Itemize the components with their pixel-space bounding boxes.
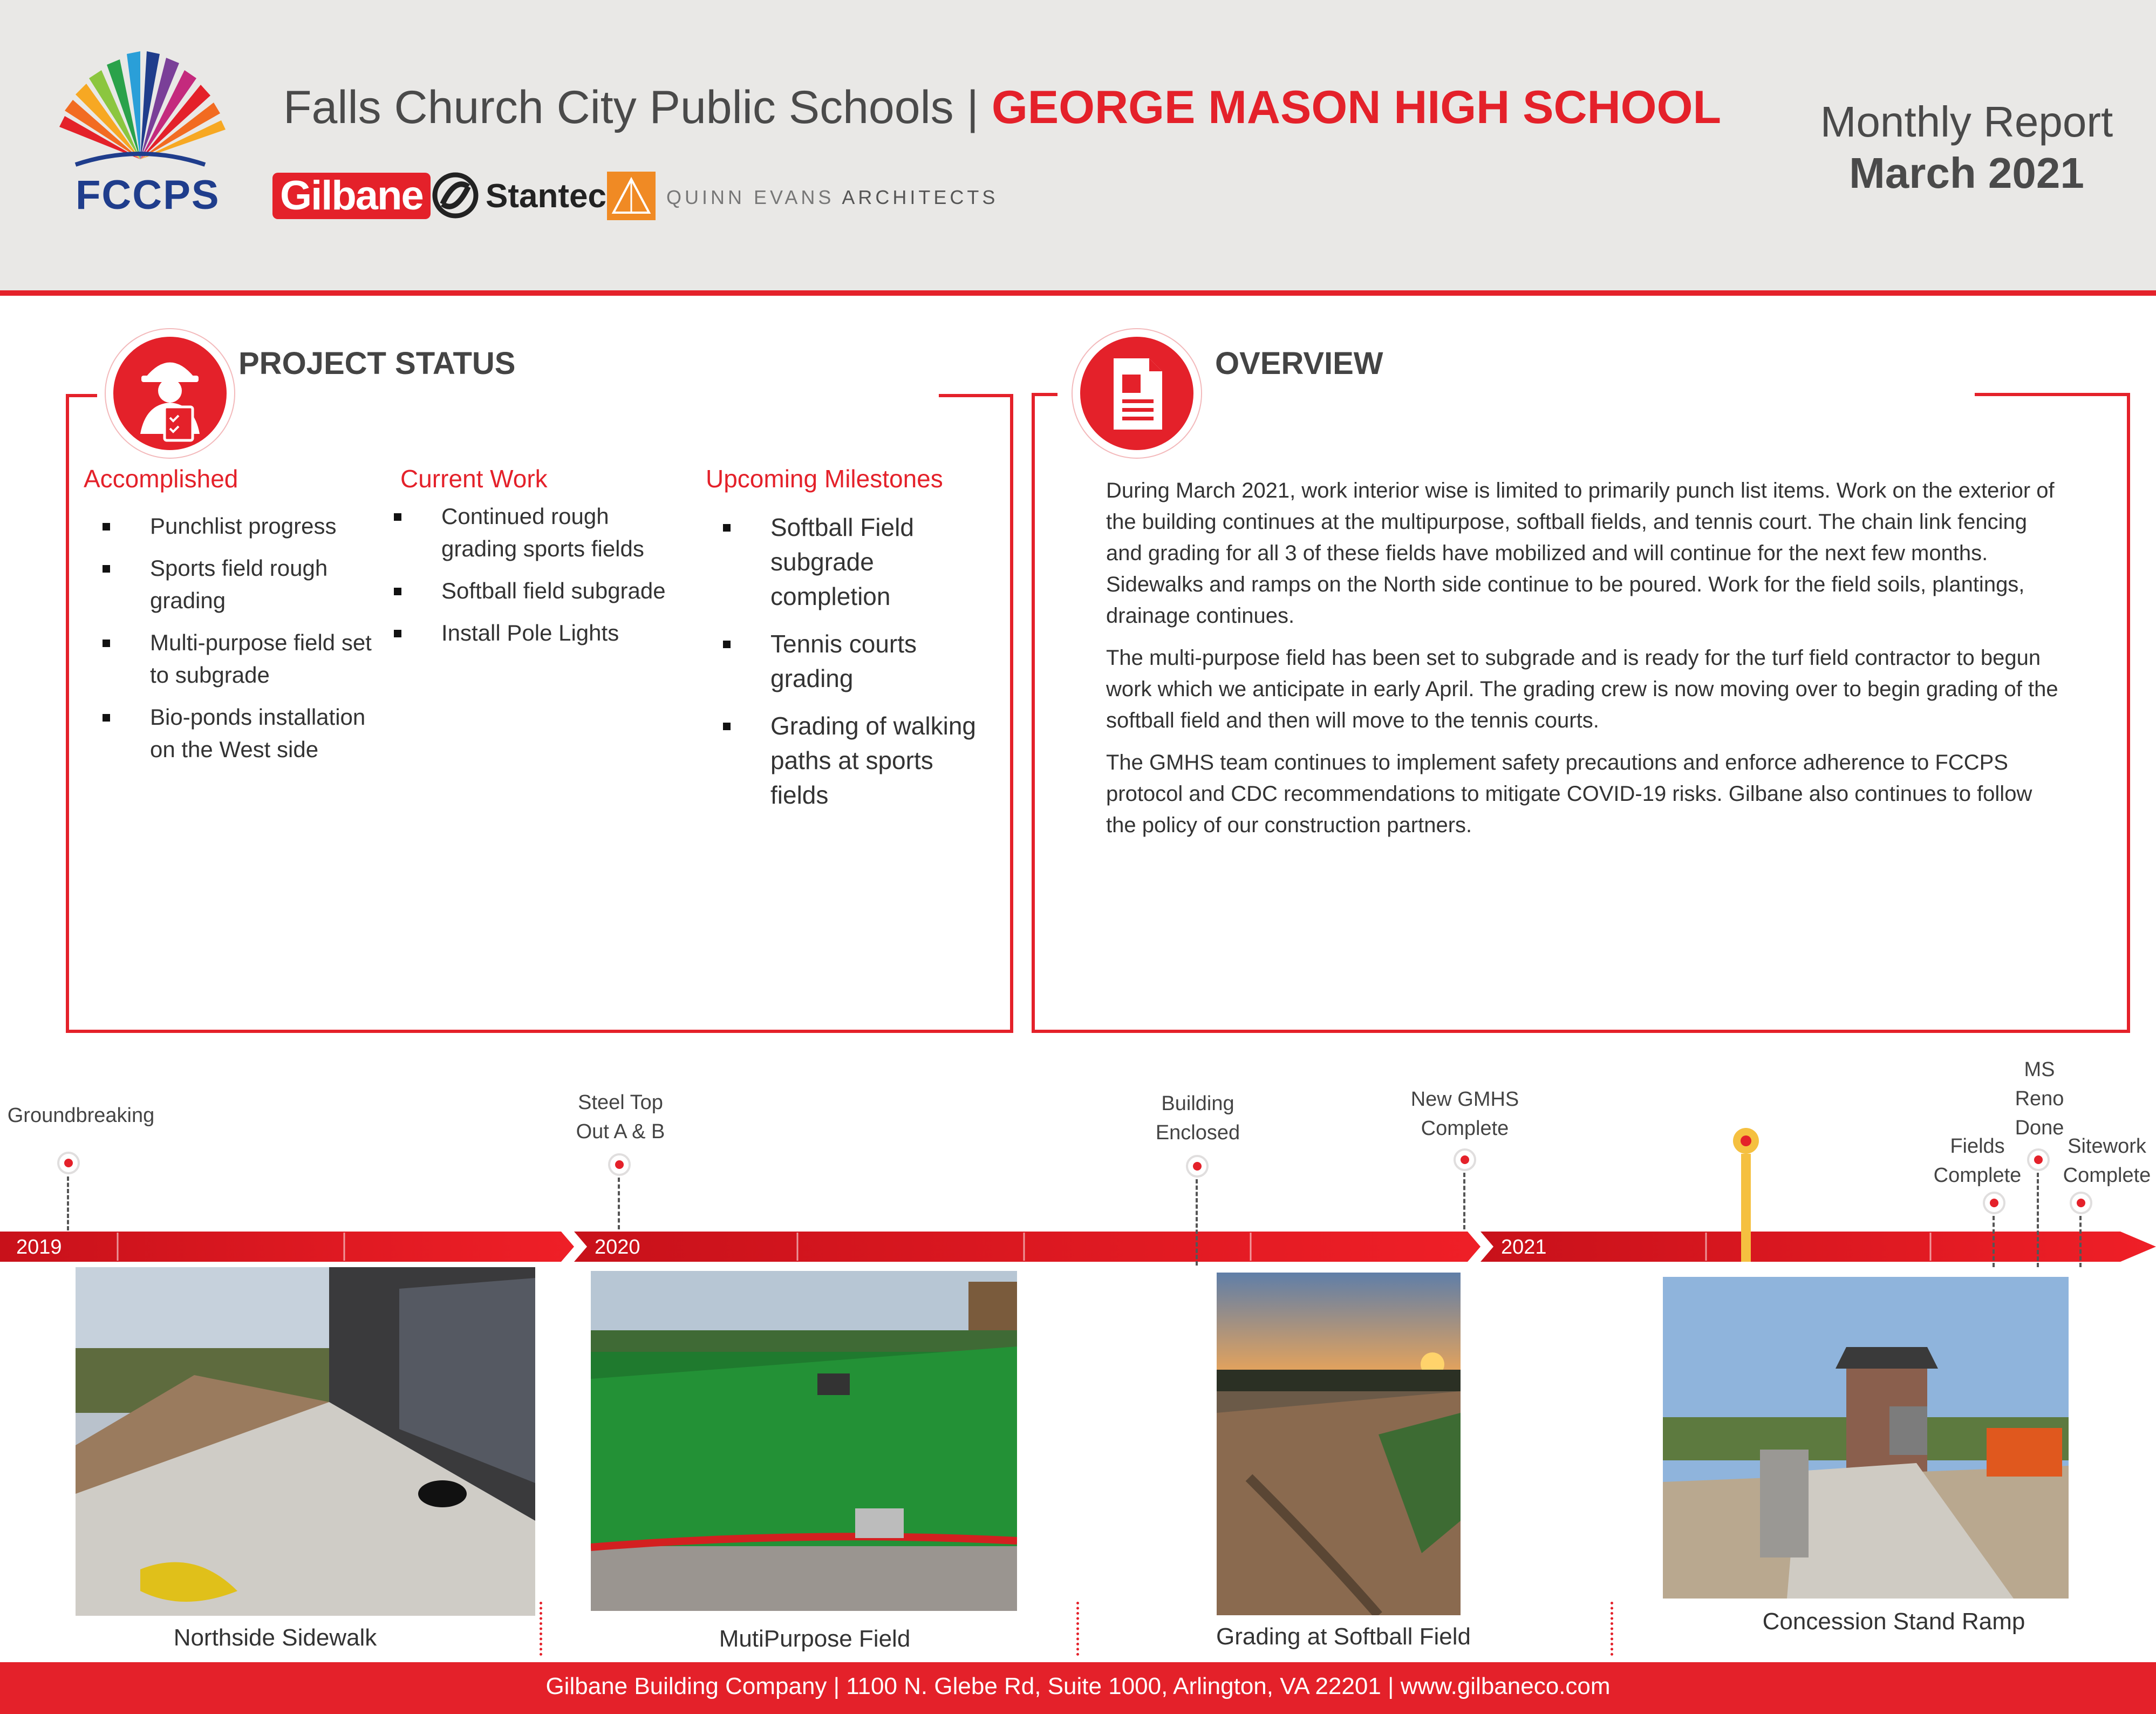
milestone-connector (1993, 1216, 1995, 1267)
report-label: Monthly Report (1820, 98, 2113, 146)
photo-separator (540, 1602, 542, 1656)
photo-caption: Grading at Softball Field (1216, 1623, 1471, 1650)
list-item: Softball field subgrade (394, 575, 674, 607)
milestone-connector (618, 1178, 620, 1229)
district-name: Falls Church City Public Schools | (283, 81, 992, 133)
photo-northside-sidewalk (76, 1267, 535, 1616)
milestone-marker (1186, 1155, 1209, 1178)
report-month: March 2021 (1849, 149, 2084, 197)
quinn-evans-logo: QUINN EVANS ARCHITECTS (666, 186, 999, 208)
milestone-connector (2037, 1173, 2039, 1267)
milestone-label: Groundbreaking (7, 1104, 155, 1127)
photo-concession-ramp (1663, 1277, 2069, 1599)
project-status-icon (106, 329, 234, 458)
current-month-indicator (1741, 1154, 1751, 1262)
milestone-connector (1463, 1173, 1465, 1229)
timeline-year: 2019 (16, 1236, 62, 1259)
project-status-title: PROJECT STATUS (238, 346, 516, 381)
milestone-marker (2070, 1192, 2092, 1214)
milestone-label: New GMHS Complete (1410, 1088, 1519, 1140)
milestone-label: Building Enclosed (1155, 1092, 1240, 1144)
document-icon (1080, 337, 1193, 450)
overview-paragraph: The multi-purpose field has been set to subgrade and is ready for the turf field contractor to begun work which we anticipate in early April. The grading crew is now moving over to begin grading of the softball field and then will move to the tennis courts. (1106, 646, 2058, 732)
list-item: Multi-purpose field set to subgrade (103, 627, 372, 691)
upcoming-milestones-heading: Upcoming Milestones (706, 465, 943, 493)
milestone-connector (2079, 1216, 2082, 1267)
overview-body (1106, 475, 2061, 852)
timeline-year: 2021 (1501, 1236, 1547, 1259)
footer-contact: Gilbane Building Company | 1100 N. Glebe Rd, Suite 1000, Arlington, VA 22201 | www.gilbaneco.com (545, 1673, 1611, 1699)
photo-caption: Concession Stand Ramp (1762, 1608, 2025, 1635)
milestone-marker (608, 1153, 631, 1176)
list-item: Continued rough grading sports fields (394, 500, 674, 565)
photo-softball-grading (1217, 1273, 1461, 1615)
photo-separator (1611, 1602, 1613, 1656)
timeline-year: 2020 (595, 1236, 640, 1259)
gilbane-logo: Gilbane (272, 173, 431, 219)
milestone-label: MS Reno Done (2015, 1058, 2064, 1139)
photo-multipurpose-field (591, 1271, 1017, 1611)
fccps-book-logo-icon (38, 38, 243, 178)
milestone-connector (1196, 1179, 1198, 1266)
list-item: Punchlist progress (103, 510, 372, 542)
list-item: Softball Field subgrade completion (723, 510, 993, 614)
milestone-label: Steel Top Out A & B (576, 1091, 665, 1143)
accomplished-list (103, 510, 372, 776)
overview-paragraph: During March 2021, work interior wise is limited to primarily punch list items. Work on the exterior of the building continues at the multipurpose, softball fields, and tennis court. The chain link fencing and grading for all 3 of these fields have mobilized and will continue for the next few months. Sidewalks and ramps on the North side continue to be poured. Work for the field soils, plantings, drainage continues. (1106, 479, 2055, 628)
photo-caption: MutiPurpose Field (719, 1625, 911, 1652)
accomplished-heading: Accomplished (84, 465, 238, 493)
quinn-evans-logo-icon (607, 172, 656, 220)
milestone-label: Fields Complete (1933, 1135, 2022, 1187)
overview-title: OVERVIEW (1215, 346, 1383, 381)
current-work-heading: Current Work (400, 465, 548, 493)
page-title (283, 81, 1721, 134)
list-item: Install Pole Lights (394, 617, 674, 649)
overview-paragraph: The GMHS team continues to implement safety precautions and enforce adherence to FCCPS protocol and CDC recommendations to mitigate COVID-19 risks. Gilbane also continues to follow the policy of our construction partners. (1106, 751, 2032, 837)
milestone-marker (57, 1152, 80, 1174)
photo-caption: Northside Sidewalk (173, 1624, 377, 1651)
school-name: GEORGE MASON HIGH SCHOOL (991, 81, 1722, 133)
current-month-marker-center (1741, 1135, 1751, 1146)
stantec-logo: Stantec (486, 178, 606, 215)
milestone-connector (67, 1176, 69, 1230)
header-divider (0, 290, 2156, 296)
current-work-list (394, 500, 674, 659)
list-item: Bio-ponds installation on the West side (103, 701, 372, 766)
construction-worker-clipboard-icon (113, 337, 227, 450)
timeline-bar (0, 1225, 2156, 1268)
fccps-wordmark: FCCPS (76, 172, 220, 218)
panel-title-gap (237, 378, 939, 412)
milestone-marker (1983, 1192, 2005, 1214)
list-item: Grading of walking paths at sports fields (723, 709, 993, 812)
list-item: Sports field rough grading (103, 552, 372, 617)
list-item: Tennis courts grading (723, 627, 993, 696)
overview-icon (1073, 329, 1201, 458)
photo-separator (1076, 1602, 1079, 1656)
upcoming-milestones-list (723, 510, 993, 825)
stantec-logo-icon (432, 172, 479, 219)
milestone-marker (1454, 1148, 1476, 1171)
milestone-label: Sitework Complete (2063, 1135, 2151, 1187)
